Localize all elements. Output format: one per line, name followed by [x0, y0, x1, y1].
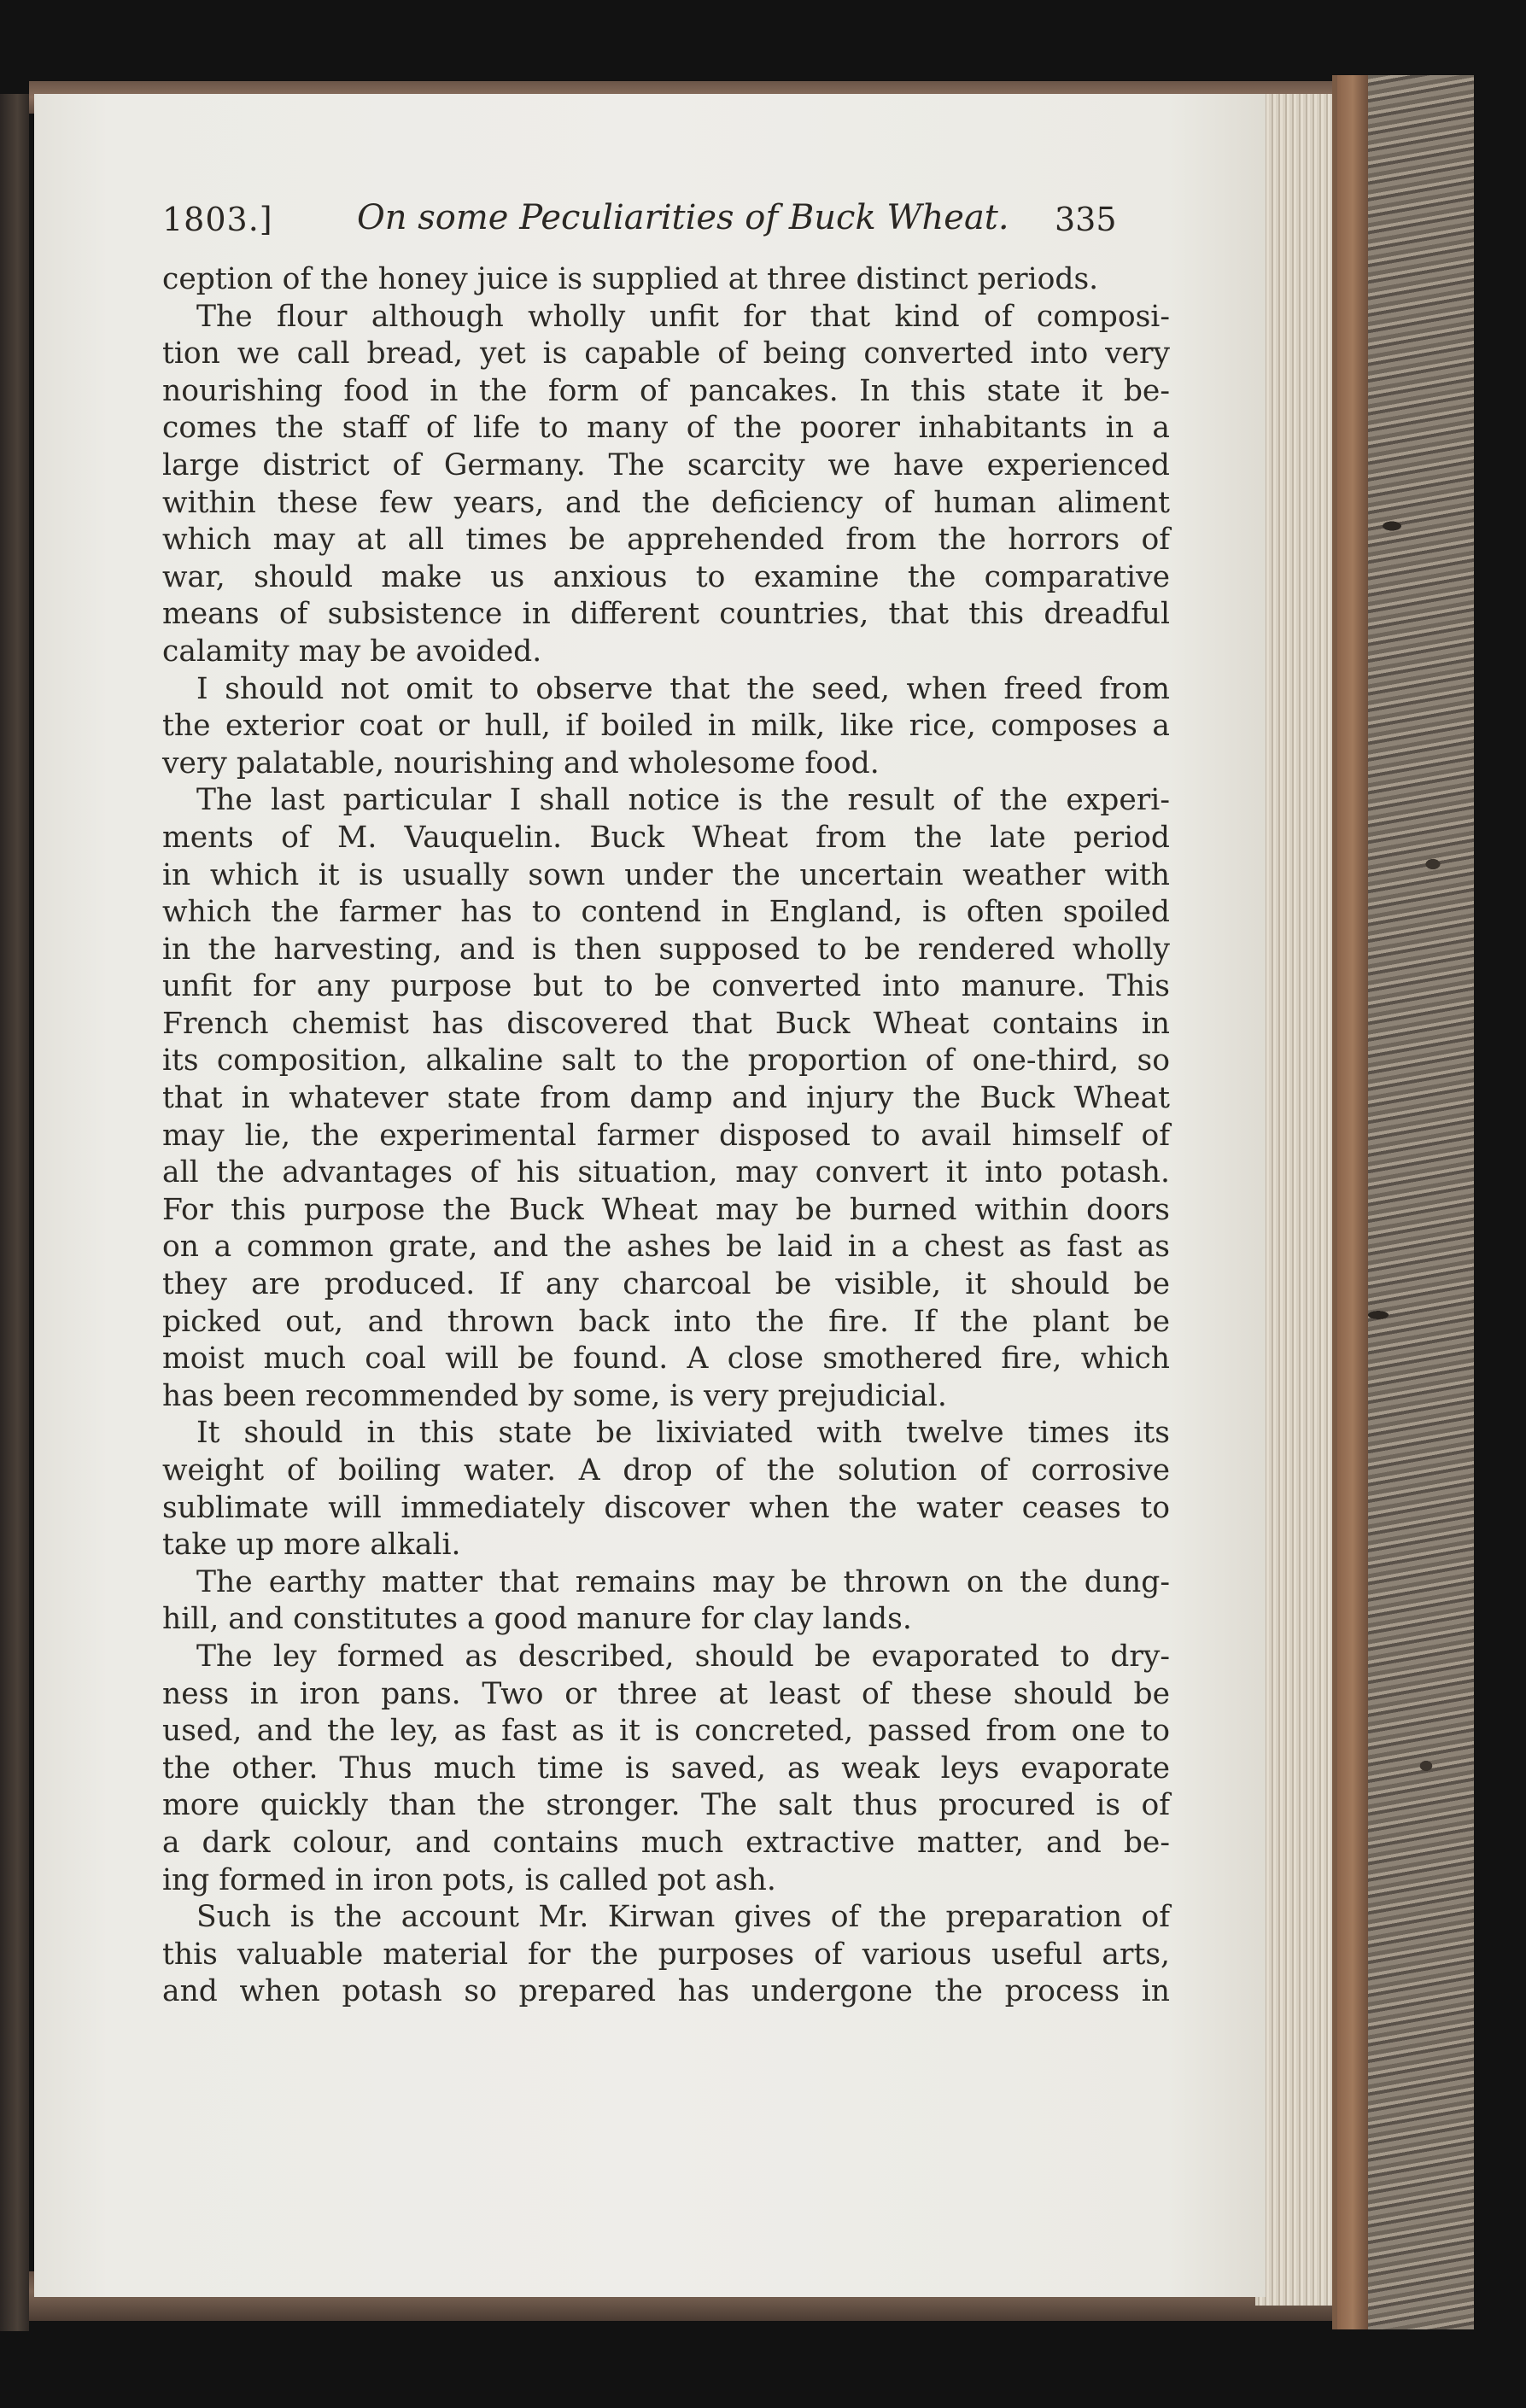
text-line: in which it is usually sown under the uncertain weather with	[162, 857, 1170, 892]
text-line: in the harvesting, and is then supposed to be rendered wholly	[162, 932, 1170, 967]
text-line: The flour although wholly unfit for that kind of composi-	[196, 299, 1170, 334]
text-line: picked out, and thrown back into the fire. If the plant be	[162, 1304, 1170, 1339]
text-line: more quickly than the stronger. The salt thus procured is of	[162, 1788, 1170, 1823]
marbled-cover	[1332, 75, 1474, 2329]
text-line: For this purpose the Buck Wheat may be burned within doors	[162, 1192, 1170, 1227]
text-line: tion we call bread, yet is capable of being converted into very	[162, 336, 1170, 371]
body-text	[162, 261, 1170, 2011]
text-line: It should in this state be lixiviated with twelve times its	[196, 1416, 1170, 1451]
text-line: has been recommended by some, is very prejudicial.	[162, 1378, 947, 1413]
page-number: 335	[1055, 201, 1117, 238]
leather-spine-edge	[1337, 75, 1368, 2329]
text-line: nourishing food in the form of pancakes. In this state it be-	[162, 373, 1170, 408]
text-line: ception of the honey juice is supplied at three distinct periods.	[162, 262, 1099, 296]
text-line: this valuable material for the purposes of various useful arts,	[162, 1937, 1170, 1972]
text-line: Such is the account Mr. Kirwan gives of the preparation of	[196, 1900, 1170, 1935]
text-line: which the farmer has to contend in England, is often spoiled	[162, 895, 1170, 930]
text-line: The last particular I shall notice is the result of the experi-	[196, 783, 1170, 818]
text-line: I should not omit to observe that the seed, when freed from	[196, 671, 1170, 706]
text-line: they are produced. If any charcoal be visible, it should be	[162, 1267, 1170, 1302]
text-line: its composition, alkaline salt to the proportion of one-third, so	[162, 1043, 1170, 1078]
page-edges	[1255, 94, 1336, 2306]
text-line: sublimate will immediately discover when the water ceases to	[162, 1490, 1170, 1525]
text-line: take up more alkali.	[162, 1528, 461, 1563]
text-line: ness in iron pans. Two or three at least of these should be	[162, 1676, 1170, 1711]
text-line: ing formed in iron pots, is called pot ash.	[162, 1862, 776, 1897]
header-title: On some Peculiarities of Buck Wheat.	[357, 198, 1009, 237]
text-line: that in whatever state from damp and injury the Buck Wheat	[162, 1081, 1170, 1116]
text-line: means of subsistence in different countries, that this dreadful	[162, 597, 1170, 632]
text-line: war, should make us anxious to examine the comparative	[162, 559, 1170, 594]
left-book-board	[0, 94, 29, 2331]
text-line: unfit for any purpose but to be converted into manure. This	[162, 969, 1170, 1004]
text-line: a dark colour, and contains much extractive matter, and be-	[162, 1825, 1170, 1860]
book-page	[34, 94, 1266, 2297]
text-line: hill, and constitutes a good manure for clay lands.	[162, 1602, 912, 1637]
text-line: The ley formed as described, should be evaporated to dry-	[196, 1639, 1170, 1674]
text-line: very palatable, nourishing and wholesome food.	[162, 745, 880, 780]
text-line: comes the staff of life to many of the poorer inhabitants in a	[162, 411, 1170, 446]
text-line: calamity may be avoided.	[162, 634, 542, 669]
text-line: and when potash so prepared has undergone the process in	[162, 1974, 1170, 2009]
text-line: which may at all times be apprehended from the horrors of	[162, 523, 1170, 558]
running-header	[34, 94, 1266, 238]
text-line: used, and the ley, as fast as it is concreted, passed from one to	[162, 1714, 1170, 1749]
text-line: on a common grate, and the ashes be laid in a chest as fast as	[162, 1230, 1170, 1265]
text-line: all the advantages of his situation, may convert it into potash.	[162, 1155, 1170, 1190]
text-line: ments of M. Vauquelin. Buck Wheat from the late period	[162, 820, 1170, 855]
header-year: 1803.]	[162, 201, 273, 238]
text-line: weight of boiling water. A drop of the solution of corrosive	[162, 1453, 1170, 1487]
text-line: within these few years, and the deficiency of human aliment	[162, 485, 1170, 520]
text-line: French chemist has discovered that Buck Wheat contains in	[162, 1006, 1170, 1041]
text-line: The earthy matter that remains may be thrown on the dung-	[196, 1564, 1170, 1599]
text-line: the other. Thus much time is saved, as weak leys evaporate	[162, 1750, 1170, 1786]
text-line: may lie, the experimental farmer disposed to avail himself of	[162, 1118, 1170, 1153]
text-line: moist much coal will be found. A close smothered fire, which	[162, 1341, 1170, 1376]
text-line: the exterior coat or hull, if boiled in milk, like rice, composes a	[162, 709, 1170, 744]
text-line: large district of Germany. The scarcity we have experienced	[162, 447, 1170, 482]
